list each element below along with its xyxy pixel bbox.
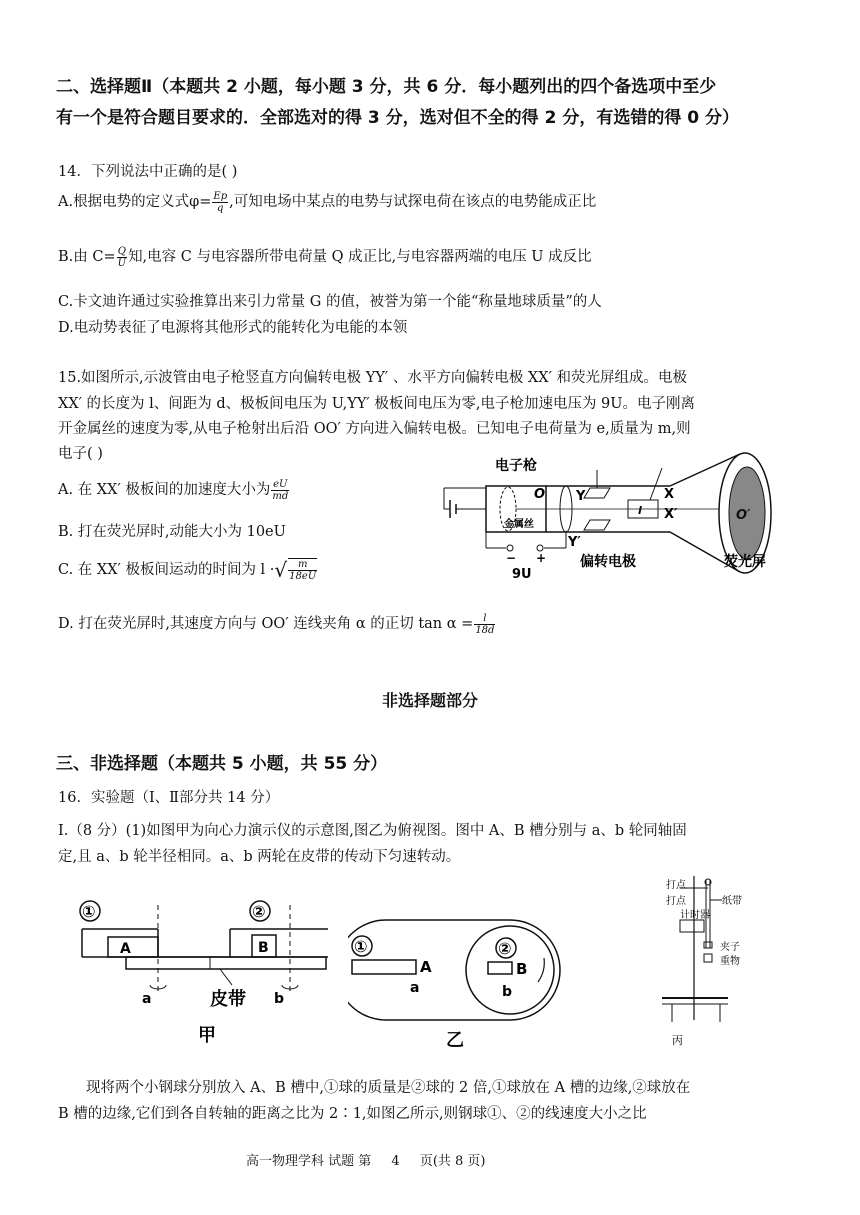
ball1-label-jia: ① [82,902,96,921]
timer-label-2: 打点 [666,896,686,907]
q15-d-prefix: D. 打在荧光屏时,其速度方向与 OO′ 连线夹角 α 的正切 tan α = [58,616,474,632]
rotation-arrow-yi [538,958,544,982]
slot-b-label-yi: B [516,960,528,978]
ball1-label-yi: ① [354,937,368,956]
wire-label: 金属丝 [504,519,534,530]
q16-intro-line2: 定,且 a、b 轮半径相同。a、b 两轮在皮带的传动下匀速转动。 [58,849,461,865]
belt-plate [126,957,326,969]
figure-yi [348,908,563,1050]
wheel-b-label-yi: b [502,984,513,1000]
part2-title: 非选择题部分 [381,691,478,710]
x-label: X [664,487,675,502]
figure-jia [70,895,340,1050]
q15-c-denominator: 18eU [289,571,317,582]
timer-box [680,920,704,932]
q15-option-a [58,478,290,502]
q14-option-c: C.卡文迪许通过实验推算出来引力常量 G 的值，被誉为第一个能“称量地球质量”的人 [58,294,602,310]
q15-option-d [58,612,496,636]
belt-loop [348,920,560,1020]
q15-stem-line3: 开金属丝的速度为零,从电子枪射出后沿 OO′ 方向进入偏转电极。已知电子电荷量为 e,质量为 m,则 [58,421,691,437]
page-number: 4 [391,1154,400,1169]
section-2-header-line2: 有一个是符合题目要求的．全部选对的得 3 分，选对但不全的得 2 分，有选错的得 0 分） [56,108,739,128]
wheel-a-label-yi: a [410,980,420,996]
q15-option-c [58,558,318,582]
q14-stem: 14．下列说法中正确的是( ) [58,164,238,180]
q15-stem-line1: 15.如图所示,示波管由电子枪竖直方向偏转电极 YY′ 、水平方向偏转电极 XX′ 和荧光屏组成。电极 [58,370,687,386]
q15-a-fraction [271,479,289,502]
voltage-label: 9U [512,567,532,582]
q14-a-suffix: ,可知电场中某点的电势与试探电荷在该点的电势能成正比 [229,194,597,210]
q14-option-d: D.电动势表征了电源将其他形式的能转化为电能的本领 [58,320,408,336]
slot-a-jia [108,937,158,957]
q14-a-numerator: Ep [213,190,228,202]
q14-b-fraction [117,246,127,269]
section-3-header: 三、非选择题（本题共 5 小题，共 55 分） [56,754,388,774]
q14-b-suffix: 知,电容 C 与电容器所带电荷量 Q 成正比,与电容器两端的电压 U 成反比 [128,249,592,265]
plus-sign: + [536,551,547,565]
q15-c-fraction [288,558,317,582]
y-plate-top [584,488,610,498]
q15-c-numerator: m [288,559,317,571]
caption-yi: 乙 [446,1030,464,1050]
q14-a-prefix: A.根据电势的定义式φ= [58,194,212,210]
slot-a-yi [352,960,416,974]
footer-left: 高一物理学科 试题 第 [246,1154,372,1169]
weight-label: 重物 [720,956,740,967]
q14-option-b [58,245,592,269]
minus-sign: − [506,551,517,565]
clamp-label: 夹子 [720,942,740,953]
q16-intro-line1: Ⅰ.（8 分）(1)如图甲为向心力演示仪的示意图,图乙为俯视图。图中 A、B 槽分别与 a、b 轮同轴固 [58,823,687,839]
wheel-a-label-jia: a [142,991,152,1007]
q14-b-prefix: B.由 C= [58,249,116,265]
section-2-header-line1: 二、选择题Ⅱ（本题共 2 小题，每小题 3 分，共 6 分．每小题列出的四个备选项中至少 [56,77,717,97]
slot-b-yi [488,962,512,974]
x-prime-label: X′ [664,507,678,522]
wheel-b-label-jia: b [274,991,285,1007]
q15-d-numerator: l [474,613,495,625]
q15-a-denominator: md [272,490,289,502]
y-plate-bottom [584,520,610,530]
oscilloscope-figure [440,448,810,588]
q14-option-a [58,190,596,214]
q15-c-prefix: C. 在 XX′ 极板间运动的时间为 l · [58,562,275,578]
y-label: Y [576,489,586,504]
y-prime-label: Y′ [568,535,581,550]
ball2-label-jia: ② [252,902,266,921]
l-label: l [638,504,642,517]
q15-a-prefix: A. 在 XX′ 极板间的加速度大小为 [58,482,271,498]
slot-a-label-yi: A [420,958,432,976]
o-prime-label: O′ [736,508,751,523]
tape-label: 纸带 [722,896,742,907]
ball2-label-yi: ② [498,939,512,958]
timer-label-1: 打点 [666,880,686,891]
figure-bing [618,870,778,1048]
q14-a-denominator: q [217,202,224,214]
q15-d-fraction [474,613,495,636]
footer-right: 页(共 8 页) [419,1154,486,1169]
q16-para-line2: B 槽的边缘,它们到各自转轴的距离之比为 2∶1,如图乙所示,则钢球①、②的线速度大小之比 [58,1106,647,1122]
screen-label: 荧光屏 [724,554,766,570]
q14-a-fraction [212,191,228,214]
q14-b-numerator: Q [117,245,126,257]
q14-b-denominator: U [117,257,127,269]
q16-para-line1: 现将两个小钢球分别放入 A、B 槽中,①球的质量是②球的 2 倍,①球放在 A 槽的边缘,②球放在 [86,1080,691,1096]
sqrt-sign: √ [274,558,288,582]
gun-label: 电子枪 [495,458,537,474]
q15-option-b: B. 打在荧光屏时,动能大小为 10eU [58,524,286,540]
slot-a-label-jia: A [120,941,131,957]
caption-jia: 甲 [198,1025,216,1046]
timer-label-3: 计时器 [680,910,710,921]
electrodes-label: 偏转电极 [580,554,636,570]
q15-stem-line4: 电子( ) [58,446,103,462]
footer [246,1150,486,1169]
q15-a-numerator: eU [273,478,288,490]
q15-d-denominator: 18d [475,624,495,636]
o-label: O [534,487,546,502]
q16-title: 16．实验题（Ⅰ、Ⅱ部分共 14 分） [58,790,280,806]
belt-label: 皮带 [210,989,246,1010]
caption-bing: 丙 [672,1034,683,1047]
slot-b-label-jia: B [258,940,269,956]
q15-stem-line2: XX′ 的长度为 l、间距为 d、极板间电压为 U,YY′ 极板间电压为零,电子枪加速电压为 9U。电子刚离 [58,396,695,412]
